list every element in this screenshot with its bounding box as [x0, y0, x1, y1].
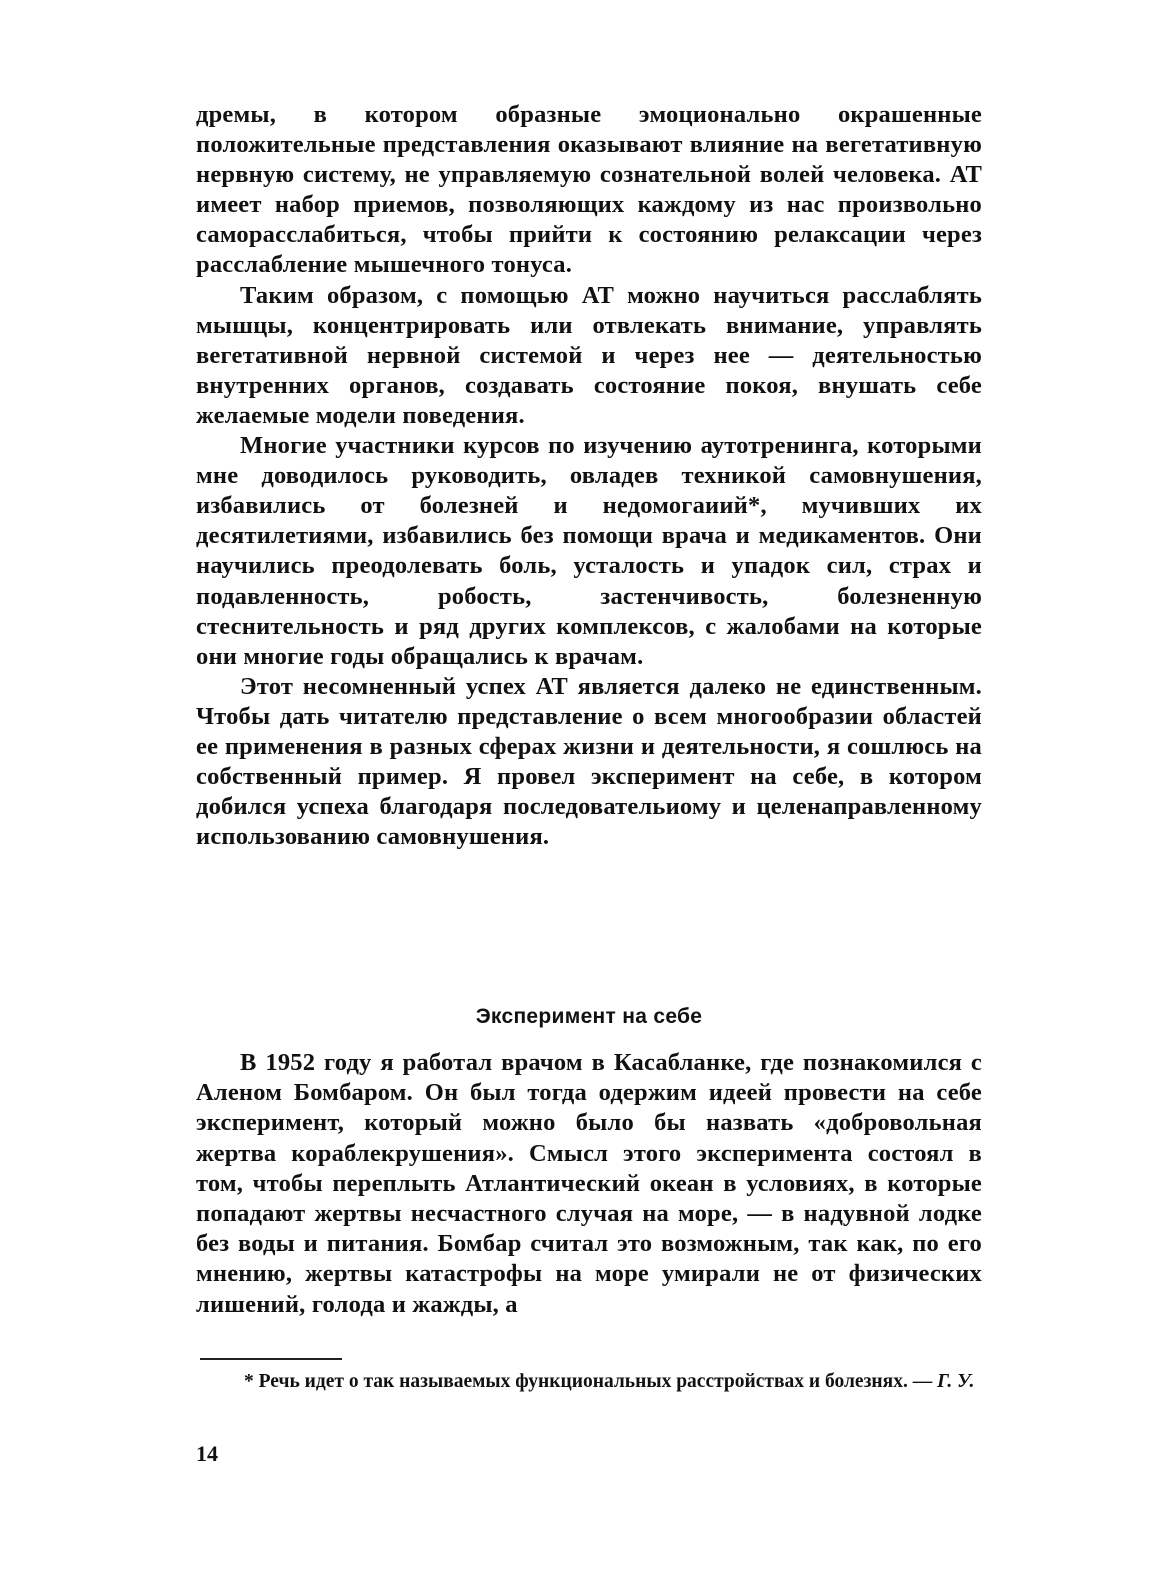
main-text-top — [196, 100, 982, 852]
paragraph-4: Этот несомненный успех АТ является далеко не единственным. Чтобы дать читателю представление о всем многообразии областей ее применения в разных сферах жизни и деятельности, я сошлюсь на собственный пример. Я провел эксперимент на себе, в котором добился успеха благодаря последовательиому и целенаправленному использованию самовнушения. — [196, 672, 982, 851]
paragraph-3: Многие участники курсов по изучению аутотренинга, которыми мне доводилось руководить, овладев техникой самовнушения, избавились от болезней и недомогаиий*, мучивших их десятилетиями, избавились без помощи врача и медикаментов. Они научились преодолевать боль, усталость и упадок сил, страх и подавленность, робость, застенчивость, болезненную стеснительность и ряд других комплексов, с жалобами на которые они многие годы обращались к врачам. — [196, 432, 982, 670]
footnote-divider — [200, 1358, 342, 1360]
page-number: 14 — [196, 1441, 218, 1466]
paragraph-5: В 1952 году я работал врачом в Касабланке, где познакомился с Аленом Бомбаром. Он был тогда одержим идеей провести на себе эксперимент, который можно было бы назвать «добровольная жертва кораблекрушения». Смысл этого эксперимента состоял в том, чтобы переплыть Атлантический океан в условиях, в которые попадают жертвы несчастного случая на море, — в надувной лодке без воды и питания. Бомбар считал это возможным, так как, по его мнению, жертвы катастрофы на море умирали не от физических лишений, голода и жажды, а — [196, 1049, 982, 1318]
paragraph-2: Таким образом, с помощью АТ можно научиться расслаблять мышцы, концентрировать или отвлекать внимание, управлять вегетативной нервной системой и через нее — деятельностью внутренних органов, создавать состояние покоя, внушать себе желаемые модели поведения. — [196, 281, 982, 429]
section-heading: Эксперимент на себе — [475, 1005, 703, 1028]
paragraph-1: дремы, в котором образные эмоционально окрашенные положительные представления оказывают влияние на вегетативную нервную систему, не управляемую сознательной волей человека. АТ имеет набор приемов, позволяющих каждому из нас произвольно саморасслабиться, чтобы прийти к состоянию релаксации через расслабление мышечного тонуса. — [196, 101, 982, 279]
footnote — [196, 1368, 988, 1395]
main-text-section — [196, 1048, 982, 1320]
footnote-text: * Речь идет о так называемых функциональных расстройствах и болезнях. — — [244, 1371, 933, 1392]
footnote-author: Г. У. — [937, 1371, 975, 1392]
